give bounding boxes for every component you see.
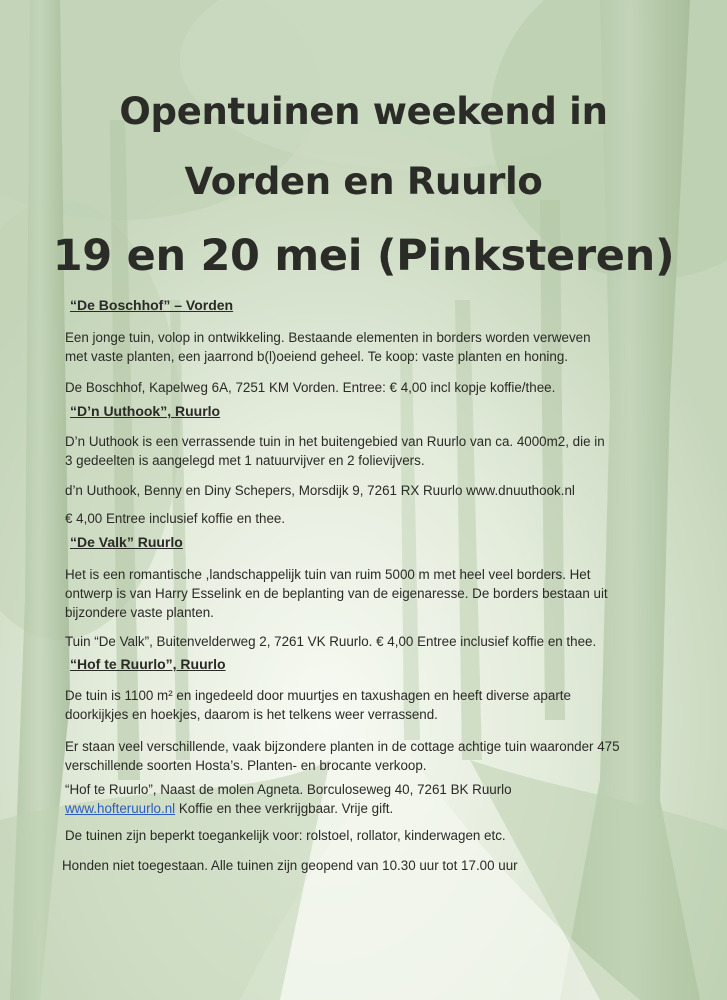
garden-description-line: verschillende soorten Hosta’s. Planten- en brocante verkoop. [65,758,427,773]
opening-hours-note: Honden niet toegestaan. Alle tuinen zijn geopend van 10.30 uur tot 17.00 uur [62,858,518,873]
garden-description-line: met vaste planten, een jaarrond b(l)oeiend geheel. Te koop: vaste planten en honing. [65,349,568,364]
garden-heading-valk: “De Valk” Ruurlo [70,534,183,550]
page-title-line-1: Opentuinen weekend in [119,90,608,133]
garden-description-line: De tuin is 1100 m² en ingedeeld door muurtjes en taxushagen en heeft diverse aparte [65,688,571,703]
garden-heading-hof-te-ruurlo: “Hof te Ruurlo”, Ruurlo [70,656,226,672]
garden-heading-uuthook: “D’n Uuthook”, Ruurlo [70,403,221,419]
garden-description-line: Het is een romantische ,landschappelijk tuin van ruim 5000 m met heel veel borders. Het [65,567,591,582]
website-link[interactable]: www.hofteruurlo.nl [65,801,176,816]
garden-info: d’n Uuthook, Benny en Diny Schepers, Morsdijk 9, 7261 RX Ruurlo www.dnuuthook.nl [65,483,575,498]
page-title-line-2: Vorden en Ruurlo [184,160,543,203]
garden-info: De Boschhof, Kapelweg 6A, 7251 KM Vorden. Entree: € 4,00 incl kopje koffie/thee. [65,380,556,395]
garden-description-line: Er staan veel verschillende, vaak bijzondere planten in de cottage achtige tuin waaronder 475 [65,739,620,754]
garden-info: “Hof te Ruurlo”, Naast de molen Agneta. Borculoseweg 40, 7261 BK Ruurlo [65,782,512,797]
page-title-date: 19 en 20 mei (Pinksteren) [52,231,675,281]
garden-info-tail: Koffie en thee verkrijgbaar. Vrije gift. [175,801,394,816]
garden-description-line: 3 gedeelten is aangelegd met 1 natuurvijver en 2 folievijvers. [65,453,425,468]
garden-entree: € 4,00 Entree inclusief koffie en thee. [65,511,286,526]
garden-description-line: Een jonge tuin, volop in ontwikkeling. Bestaande elementen in borders worden verweven [65,330,591,345]
garden-heading-boschhof: “De Boschhof” – Vorden [70,297,234,313]
garden-description-line: ontwerp is van Harry Esselink en de beplanting van de eigenaresse. De borders bestaan uit [65,586,608,601]
garden-description-line: bijzondere vaste planten. [65,605,214,620]
garden-description-line: D’n Uuthook is een verrassende tuin in het buitengebied van Ruurlo van ca. 4000m2, die in [65,434,605,449]
garden-info: Tuin “De Valk”, Buitenvelderweg 2, 7261 VK Ruurlo. € 4,00 Entree inclusief koffie en thee. [65,634,597,649]
accessibility-note: De tuinen zijn beperkt toegankelijk voor: rolstoel, rollator, kinderwagen etc. [65,828,506,843]
garden-info-link-line [65,799,665,818]
garden-description-line: doorkijkjes en hoekjes, daarom is het telkens weer verrassend. [65,707,438,722]
